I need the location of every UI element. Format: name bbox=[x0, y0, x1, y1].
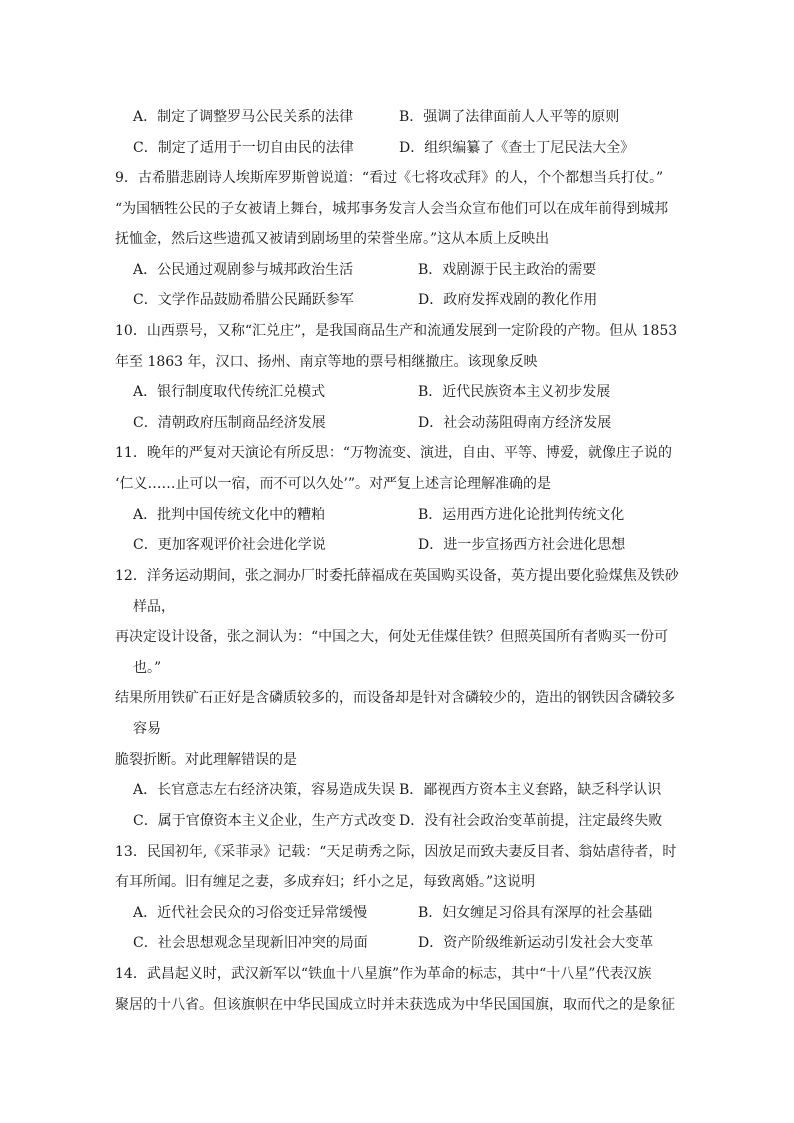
q8-option-a: A．制定了调整罗马公民关系的法律 bbox=[133, 109, 354, 125]
q11-option-d: D．进一步宣扬西方社会进化思想 bbox=[418, 537, 626, 553]
q10-stem-line-1: 10．山西票号，又称“汇兑庄”，是我国商品生产和流通发展到一定阶段的产物。但从 1853 bbox=[115, 323, 678, 339]
q10-option-row-2 bbox=[133, 413, 611, 433]
q10-stem-line-2: 年至 1863 年，汉口、扬州、南京等地的票号相继撤庄。该现象反映 bbox=[115, 354, 538, 370]
q11-stem-line-1: 11．晚年的严复对天演论有所反思：“万物流变、演进，自由、平等、博爱，就像庄子说的 bbox=[115, 445, 672, 461]
q10-option-a: A．银行制度取代传统汇兑模式 bbox=[133, 384, 326, 400]
q8-option-b: B．强调了法律面前人人平等的原则 bbox=[399, 109, 620, 125]
q13-option-c: C．社会思想观念呈现新旧冲突的局面 bbox=[133, 935, 368, 951]
q13-option-d: D．资产阶级维新运动引发社会大变革 bbox=[418, 935, 654, 951]
q9-stem-line-3: 抚恤金，然后这些遗孤又被请到剧场里的荣誉坐席。”这从本质上反映出 bbox=[115, 231, 550, 247]
q13-stem-line-2: 有耳所闻。旧有缠足之妻，多成弃妇；纤小之足，每致离婚。”这说明 bbox=[115, 874, 536, 890]
q13-stem-line-1: 13．民国初年,《采菲录》记载：“天足萌秀之际，因放足而致夫妻反目者、翁姑虐待者，时 bbox=[115, 844, 677, 860]
q9-option-c: C．文学作品鼓励希腊公民踊跃参军 bbox=[133, 292, 354, 308]
q8-option-c: C．制定了适用于一切自由民的法律 bbox=[133, 140, 354, 156]
q10-option-d: D．社会动荡阻碍南方经济发展 bbox=[418, 415, 612, 431]
q9-option-d: D．政府发挥戏剧的教化作用 bbox=[418, 292, 598, 308]
q9-option-row-1 bbox=[133, 260, 596, 280]
q13-option-row-1 bbox=[133, 903, 652, 923]
q12-stem-line-5: 结果所用铁矿石正好是含磷质较多的，而设备却是针对含磷较少的，造出的钢铁因含磷较多 bbox=[115, 690, 675, 706]
q9-option-b: B．戏剧源于民主政治的需要 bbox=[418, 262, 597, 278]
q9-option-row-2 bbox=[133, 290, 597, 310]
q12-option-d: D．没有社会政治变革前提，注定最终失败 bbox=[399, 813, 663, 829]
q9-option-a: A．公民通过观剧参与城邦政治生活 bbox=[133, 262, 354, 278]
q12-option-row-2 bbox=[133, 811, 662, 831]
q12-stem-line-1: 12．洋务运动期间，张之洞办厂时委托薛福成在英国购买设备，英方提出要化验煤焦及铁砂 bbox=[115, 568, 679, 584]
q8-option-row-1 bbox=[133, 107, 619, 127]
q13-option-a: A．近代社会民众的习俗变迁异常缓慢 bbox=[133, 905, 368, 921]
q12-option-row-1 bbox=[133, 780, 661, 800]
q9-stem-line-1: 9．古希腊悲剧诗人埃斯库罗斯曾说道：“看过《七将攻忒拜》的人，个个都想当兵打仗。” bbox=[115, 170, 664, 186]
q12-stem-line-2: 样品， bbox=[133, 599, 175, 615]
q14-stem-line-2: 聚居的十八省。但该旗帜在中华民国成立时并未获选成为中华民国国旗，取而代之的是象征 bbox=[115, 997, 675, 1013]
q13-option-row-2 bbox=[133, 933, 653, 953]
q12-option-b: B．鄙视西方资本主义套路，缺乏科学认识 bbox=[399, 782, 662, 798]
q14-stem-line-1: 14．武昌起义时，武汉新军以“铁血十八星旗”作为革命的标志，其中“十八星”代表汉族 bbox=[115, 966, 652, 982]
q11-option-c: C．更加客观评价社会进化学说 bbox=[133, 537, 326, 553]
q12-stem-line-7: 脆裂折断。对此理解错误的是 bbox=[115, 752, 297, 768]
q13-option-b: B．妇女缠足习俗具有深厚的社会基础 bbox=[418, 905, 653, 921]
q12-stem-line-6: 容易 bbox=[133, 721, 161, 737]
q10-option-b: B．近代民族资本主义初步发展 bbox=[418, 384, 611, 400]
q9-stem-line-2: “为国牺牲公民的子女被请上舞台，城邦事务发言人会当众宣布他们可以在成年前得到城邦 bbox=[115, 201, 669, 217]
q11-option-b: B．运用西方进化论批判传统文化 bbox=[418, 507, 625, 523]
q10-option-c: C．清朝政府压制商品经济发展 bbox=[133, 415, 326, 431]
q10-option-row-1 bbox=[133, 382, 610, 402]
q8-option-d: D．组织编纂了《查士丁尼民法大全》 bbox=[399, 140, 635, 156]
q11-stem-line-2: ‘仁义……止可以一宿，而不可以久处’”。对严复上述言论理解准确的是 bbox=[115, 476, 552, 492]
q11-option-a: A．批判中国传统文化中的糟粕 bbox=[133, 507, 326, 523]
q12-option-a: A．长官意志左右经济决策，容易造成失误 bbox=[133, 782, 396, 798]
q12-stem-line-3: 再决定设计设备，张之洞认为：“中国之大，何处无佳煤佳铁？但照英国所有者购买一份可 bbox=[115, 629, 669, 645]
q11-option-row-2 bbox=[133, 535, 625, 555]
q8-option-row-2 bbox=[133, 138, 634, 158]
q12-stem-line-4: 也。” bbox=[133, 660, 162, 676]
q12-option-c: C．属于官僚资本主义企业，生产方式改变 bbox=[133, 813, 396, 829]
q11-option-row-1 bbox=[133, 505, 624, 525]
